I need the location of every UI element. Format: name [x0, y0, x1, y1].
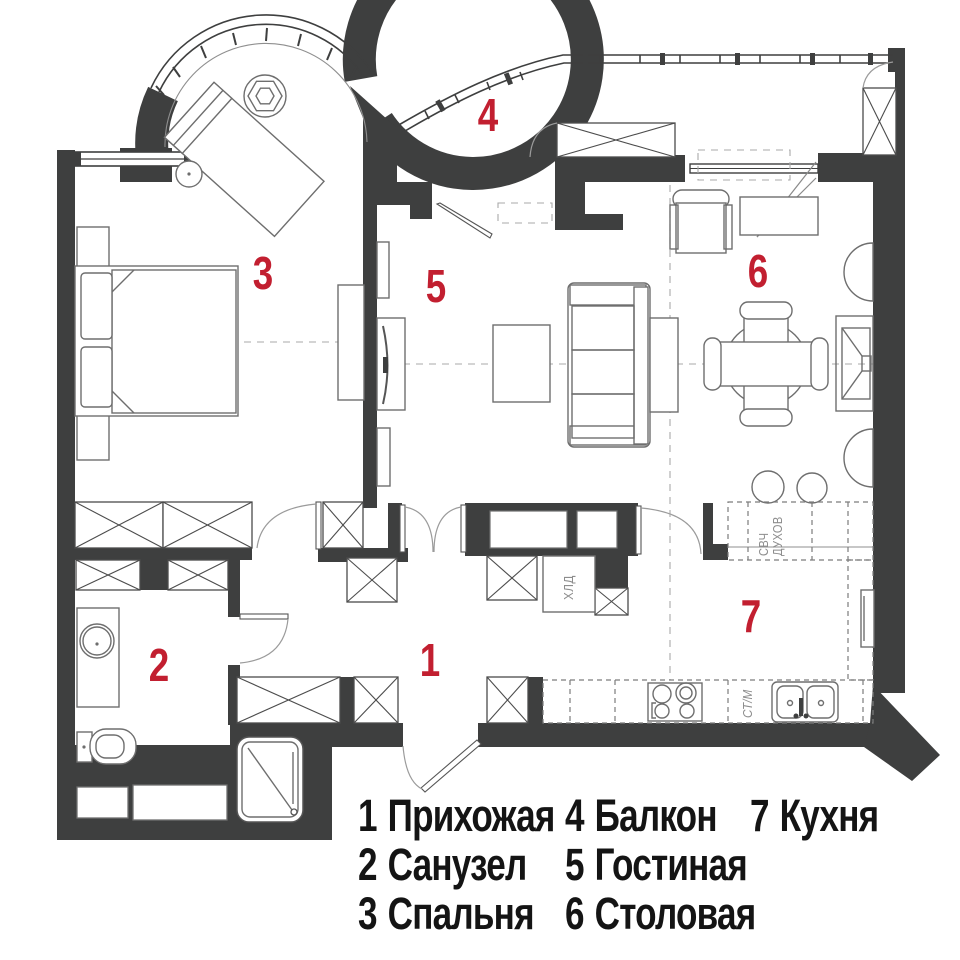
wall-balcony-end-block — [888, 48, 905, 72]
wall-right-outer — [873, 153, 905, 693]
closet-hall-1 — [237, 677, 340, 723]
dining-table-set — [704, 302, 828, 426]
radiator-right — [861, 590, 874, 647]
glass-pane-2 — [577, 511, 617, 548]
chair-west — [704, 338, 721, 390]
closet-bath-top-2 — [168, 560, 228, 590]
nightstand-bottom — [77, 415, 109, 460]
door-bedroom — [257, 502, 321, 549]
door-entrance — [403, 740, 481, 792]
wall-kitchen-partition-foot — [703, 544, 728, 560]
bay-wall-wedge-left — [152, 94, 163, 152]
wall-post-kitchen-closet — [528, 677, 543, 723]
wall-bath-hall-upper — [228, 560, 240, 617]
closet-hall-5 — [487, 556, 537, 600]
wall-post-doors-right — [465, 503, 478, 556]
fireplace — [836, 316, 873, 411]
toilet — [77, 729, 136, 764]
legend — [358, 790, 878, 939]
label-fridge: ХЛД — [561, 575, 577, 600]
closet-hall-3 — [487, 677, 528, 723]
wall-chair-top — [844, 243, 873, 301]
closet-bedroom-1 — [75, 502, 163, 548]
pillow-2 — [81, 347, 112, 407]
niche-small — [77, 787, 128, 818]
dining-furniture — [670, 190, 873, 503]
closet-hall-4 — [347, 558, 397, 602]
shelf-top — [377, 242, 389, 298]
sofa-side-table — [650, 318, 678, 412]
window-dining-balcony — [690, 150, 818, 180]
wall-balcony-living-foot — [555, 214, 623, 230]
balcony-glazing — [397, 53, 893, 134]
wall-block-fridge-right — [595, 556, 628, 588]
stool — [176, 161, 202, 187]
legend-item-4: 4 Балкон — [565, 789, 717, 842]
legend-item-6: 6 Столовая — [565, 887, 756, 940]
balcony-glass-outer — [397, 55, 893, 126]
cabinet-top-right — [863, 62, 896, 155]
door-bathroom — [240, 614, 288, 663]
nightstand-top — [77, 227, 109, 268]
room-number-balcony: 4 — [477, 89, 499, 141]
armchair — [670, 190, 732, 253]
room-number-dining: 6 — [747, 245, 769, 297]
faucet — [799, 698, 803, 716]
wall-bottom-kitchen — [478, 723, 870, 747]
wall-left-outer — [57, 150, 75, 840]
legend-item-2: 2 Санузел — [358, 838, 527, 891]
shelf-bottom — [377, 428, 390, 486]
bar-stool-2 — [797, 473, 827, 503]
niche-large — [133, 785, 227, 820]
fridge — [543, 556, 595, 612]
closet-bedroom-3 — [323, 502, 363, 548]
wall-bottom-right-chamfer — [864, 685, 940, 781]
chair-north — [740, 302, 792, 319]
wall-living-top-stub — [363, 182, 432, 205]
room-number-hall: 1 — [419, 634, 441, 686]
legend-item-3: 3 Спальня — [358, 887, 534, 940]
bay-glazing-outer — [151, 15, 372, 88]
bar-stool-1 — [752, 471, 784, 503]
bedroom-tv-stand — [338, 285, 364, 400]
door-living-balcony — [437, 203, 552, 238]
room-number-bath: 2 — [148, 639, 170, 691]
room-number-kitchen: 7 — [740, 590, 762, 642]
console-table — [740, 197, 818, 235]
glass-pane-1 — [490, 511, 567, 548]
sink — [772, 682, 838, 722]
glass-partition-panes — [490, 511, 617, 548]
chair-south — [740, 409, 792, 426]
legend-item-5: 5 Гостиная — [565, 838, 748, 891]
bathroom-niches — [77, 785, 227, 820]
wall-living-top-step — [410, 203, 432, 219]
door-double-living-hall — [400, 505, 466, 552]
legend-item-1: 1 Прихожая — [358, 789, 555, 842]
room-number-living: 5 — [425, 260, 447, 312]
pillow-1 — [81, 273, 112, 339]
door-hall-kitchen — [636, 506, 701, 554]
coffee-table — [493, 325, 550, 402]
closet-bedroom-2 — [163, 502, 252, 548]
bed — [75, 266, 238, 416]
label-washer: СТ/М — [740, 689, 756, 718]
wall-block-bath-closet — [140, 558, 168, 590]
shower — [237, 737, 303, 822]
desk-bay — [165, 82, 325, 236]
bay-mullions — [156, 28, 357, 95]
bedroom-furniture — [75, 75, 364, 460]
wall-bedroom-living — [363, 182, 377, 508]
tv-unit — [377, 318, 405, 410]
pendant-lamp — [244, 75, 286, 117]
wall-post-hall-closet — [340, 677, 354, 723]
closet-hall-2 — [354, 677, 398, 723]
sofa — [568, 283, 650, 447]
room-number-bedroom: 3 — [252, 247, 274, 299]
closet-bath-top-1 — [76, 560, 140, 590]
label-microwave: СВЧ ДУХОВ — [756, 516, 786, 556]
wall-chair-bottom — [844, 429, 873, 487]
window-bedroom-left — [75, 152, 190, 166]
kitchen-counter-top — [728, 502, 873, 560]
chair-east — [811, 338, 828, 390]
closet-kitchen-corner — [595, 588, 628, 615]
stove — [648, 683, 702, 721]
legend-item-7: 7 Кухня — [750, 789, 879, 842]
